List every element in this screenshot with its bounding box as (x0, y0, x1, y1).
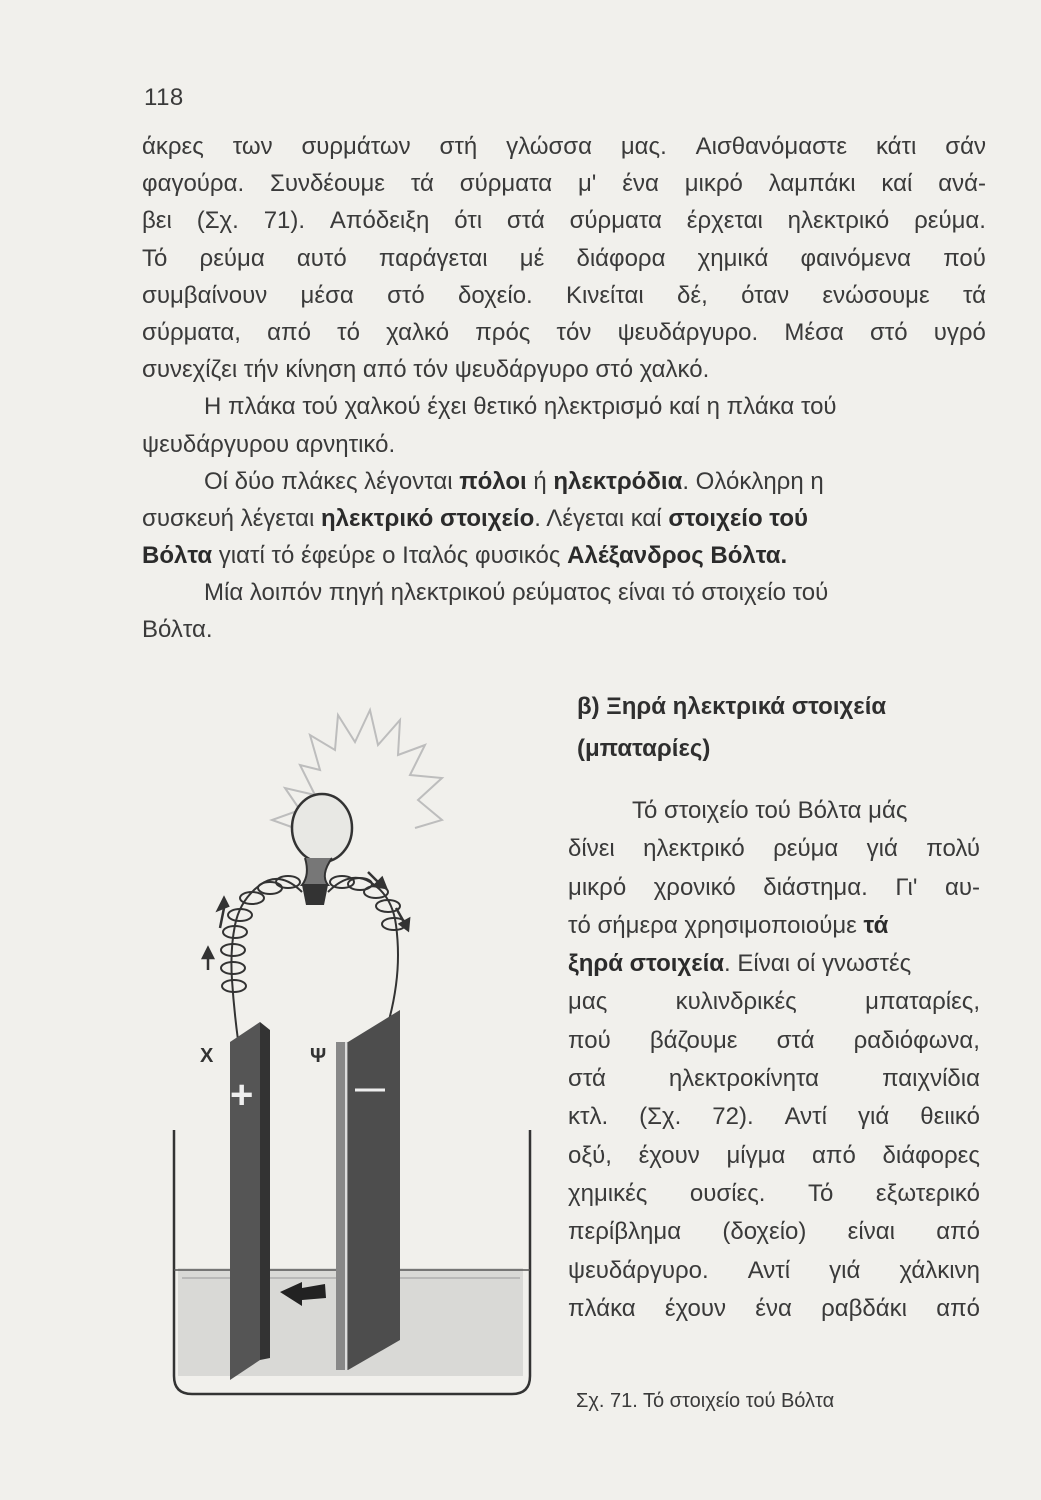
text-line (142, 128, 986, 165)
word: συμβαίνουν (142, 281, 268, 309)
word: ηλεκτρικό (787, 207, 890, 235)
word: βάζουμε (649, 1026, 738, 1054)
word: παράγεται (378, 244, 488, 272)
text-run: . Λέγεται καί (534, 504, 669, 532)
word: γιά (866, 835, 898, 863)
word: μ' (577, 170, 597, 198)
text-line (568, 1290, 980, 1328)
term-ilektrodia: ηλεκτρόδια (553, 467, 683, 495)
word: όταν (741, 281, 790, 309)
word: πρός (475, 318, 531, 346)
text-line (568, 1137, 980, 1175)
word: γιά (829, 1256, 861, 1284)
word: καί (881, 170, 913, 198)
term-poloi: πόλοι (459, 467, 527, 495)
word: ηλεκτροκίνητα (668, 1065, 820, 1093)
word: Αισθανόμαστε (695, 133, 848, 160)
word: Κινείται (566, 281, 644, 309)
word: ανά- (938, 170, 986, 198)
word: φαγούρα. (142, 170, 245, 198)
word: δοχείο. (458, 281, 533, 309)
word: συρμάτων (301, 133, 411, 160)
word: των (232, 133, 273, 160)
label-psi: Ψ (310, 1045, 327, 1067)
word: (Σχ. (196, 207, 239, 235)
word: χημικά (697, 244, 769, 272)
word: έρχεται (686, 207, 763, 235)
word: 72). (712, 1103, 754, 1131)
text-line (142, 277, 986, 314)
word: Μέσα (784, 318, 844, 346)
word: γλώσσα (506, 133, 592, 160)
text-line (568, 1060, 980, 1098)
word: οξύ, (568, 1141, 612, 1169)
text-run: Οί δύο πλάκες λέγονται (204, 467, 460, 495)
word: σάν (945, 133, 986, 160)
word: ηλεκτρικό (643, 835, 745, 863)
text-line (568, 983, 980, 1021)
word: ενώσουμε (822, 281, 930, 309)
text-line (568, 907, 980, 945)
word: σύρματα (569, 207, 662, 235)
section-title: β) Ξηρά ηλεκτρικά στοιχεία (577, 693, 887, 720)
text-run: . Είναι οί γνωστές (724, 950, 912, 978)
word: αυ- (944, 873, 980, 901)
word: είναι (847, 1218, 895, 1246)
text-line: ψευδάργυρου αρνητικό. (142, 430, 396, 458)
word: από (936, 1218, 980, 1246)
text-line: Μία λοιπόν πηγή ηλεκτρικού ρεύματος είναι τό στοιχείο τού (204, 579, 829, 607)
zinc-plate (336, 1010, 400, 1370)
word: Τό (808, 1179, 834, 1207)
word: ρεύμα. (914, 207, 986, 235)
word: πλάκα (568, 1294, 636, 1322)
word: μέσα (300, 281, 354, 309)
word: μέ (519, 244, 545, 272)
word: τά (962, 281, 986, 309)
text-run: γιατί τό έφεύρε ο Ιταλός φυσικός (212, 542, 568, 570)
text-run: ή (526, 467, 554, 495)
word: αυτό (296, 244, 347, 272)
word: κυλινδρικές (675, 988, 797, 1016)
word: ρεύμα (773, 835, 839, 863)
word: χημικές (568, 1179, 648, 1207)
text-line (142, 202, 986, 239)
word: μας (568, 988, 608, 1016)
text-line (142, 537, 986, 574)
right-column-text (568, 792, 980, 1328)
text-line: συνεχίζει τήν κίνηση από τόν ψευδάργυρο στό χαλκό. (142, 356, 710, 384)
main-text (142, 128, 986, 649)
word: ψευδάργυρο. (568, 1256, 709, 1284)
word: εξωτερικό (875, 1179, 980, 1207)
word: φαινόμενα (800, 244, 912, 272)
word: ουσίες. (689, 1179, 766, 1207)
page-number: 118 (144, 84, 184, 111)
word: δίνει (568, 835, 615, 863)
word: σύρματα (459, 170, 553, 198)
text-line: Η πλάκα τού χαλκού έχει θετικό ηλεκτρισμό καί η πλάκα τού (204, 393, 837, 421)
volta-cell-figure (160, 670, 560, 1410)
word: έχουν (664, 1294, 727, 1322)
text-line: Βόλτα. (142, 616, 213, 644)
word: ψευδάργυρο. (617, 318, 759, 346)
word: Αντί (747, 1256, 791, 1284)
word: διάφορες (882, 1141, 980, 1169)
word: Απόδειξη (329, 207, 430, 235)
word: μίγμα (726, 1141, 786, 1169)
word: από (812, 1141, 856, 1169)
word: περίβλημα (568, 1218, 682, 1246)
section-subtitle: (μπαταρίες) (577, 735, 711, 762)
text-line (568, 1252, 980, 1290)
word: χάλκινη (899, 1256, 980, 1284)
word: χρονικό (653, 873, 736, 901)
word: κάτι (875, 133, 917, 160)
word: ένα (755, 1294, 792, 1322)
term-ta: τά (863, 911, 889, 939)
term-ilektriko-stoixeio: ηλεκτρικό στοιχείο (321, 504, 535, 532)
text-line (142, 463, 986, 500)
word: στά (506, 207, 545, 235)
word: Γι' (895, 873, 918, 901)
word: έχουν (638, 1141, 700, 1169)
plus-sign: + (230, 1073, 254, 1117)
word: μας. (620, 133, 667, 160)
text-line (568, 830, 980, 868)
term-alexandros-volta: Αλέξανδρος Βόλτα. (567, 542, 788, 570)
text-line (568, 945, 980, 983)
word: παιχνίδια (882, 1065, 980, 1093)
text-line (568, 1098, 980, 1136)
word: ρεύμα (199, 244, 265, 272)
term-stoixeio-tou: στοιχείο τού (668, 504, 808, 532)
word: Τό (142, 244, 168, 272)
text-line (568, 1213, 980, 1251)
word: χαλκό (386, 318, 450, 346)
term-volta: Βόλτα (142, 542, 213, 570)
text-line (568, 1022, 980, 1060)
word: δέ, (677, 281, 708, 309)
text-run: συσκευή λέγεται (142, 504, 322, 532)
word: (Σχ. (639, 1103, 682, 1131)
word: τά (410, 170, 434, 198)
word: τό (337, 318, 360, 346)
word: μικρό (568, 873, 627, 901)
word: στά (568, 1065, 606, 1093)
word: σύρματα, (142, 318, 241, 346)
word: από (936, 1294, 980, 1322)
word: πού (943, 244, 986, 272)
text-line (568, 869, 980, 907)
word: βει (142, 207, 172, 235)
label-x: X (200, 1045, 214, 1067)
word: στή (439, 133, 478, 160)
word: κτλ. (568, 1103, 609, 1131)
word: γιά (858, 1103, 890, 1131)
word: θειικό (920, 1103, 980, 1131)
word: ένα (622, 170, 659, 198)
word: λαμπάκι (768, 170, 856, 198)
word: διάφορα (576, 244, 666, 272)
text-line (568, 1175, 980, 1213)
word: (δοχείο) (722, 1218, 807, 1246)
text-line (142, 314, 986, 351)
word: μπαταρίες, (865, 988, 980, 1016)
word: Αντί (784, 1103, 827, 1131)
figure-caption: Σχ. 71. Τό στοιχείο τού Βόλτα (576, 1390, 835, 1412)
word: από (267, 318, 311, 346)
word: άκρες (142, 133, 204, 160)
word: ραδιόφωνα, (853, 1026, 980, 1054)
word: Συνδέουμε (269, 170, 386, 198)
word: πολύ (926, 835, 980, 863)
text-line (142, 240, 986, 277)
section-heading (577, 686, 886, 770)
word: τόν (556, 318, 592, 346)
word: μικρό (684, 170, 743, 198)
text-line (142, 500, 986, 537)
word: στό (869, 318, 908, 346)
word: υγρό (933, 318, 986, 346)
word: στά (776, 1026, 815, 1054)
word: ραβδάκι (821, 1294, 907, 1322)
text-run: . Ολόκληρη η (682, 467, 824, 495)
word: πού (568, 1026, 611, 1054)
word: ότι (454, 207, 483, 235)
term-xira-stoixeia: ξηρά στοιχεία (568, 950, 725, 978)
word: 71). (263, 207, 306, 235)
text-line (142, 165, 986, 202)
text-run: τό σήμερα χρησιμοποιούμε (568, 911, 864, 939)
minus-sign: — (355, 1072, 385, 1105)
text-line: Τό στοιχείο τού Βόλτα μάς (632, 797, 908, 824)
word: στό (387, 281, 425, 309)
word: διάστημα. (763, 873, 868, 901)
